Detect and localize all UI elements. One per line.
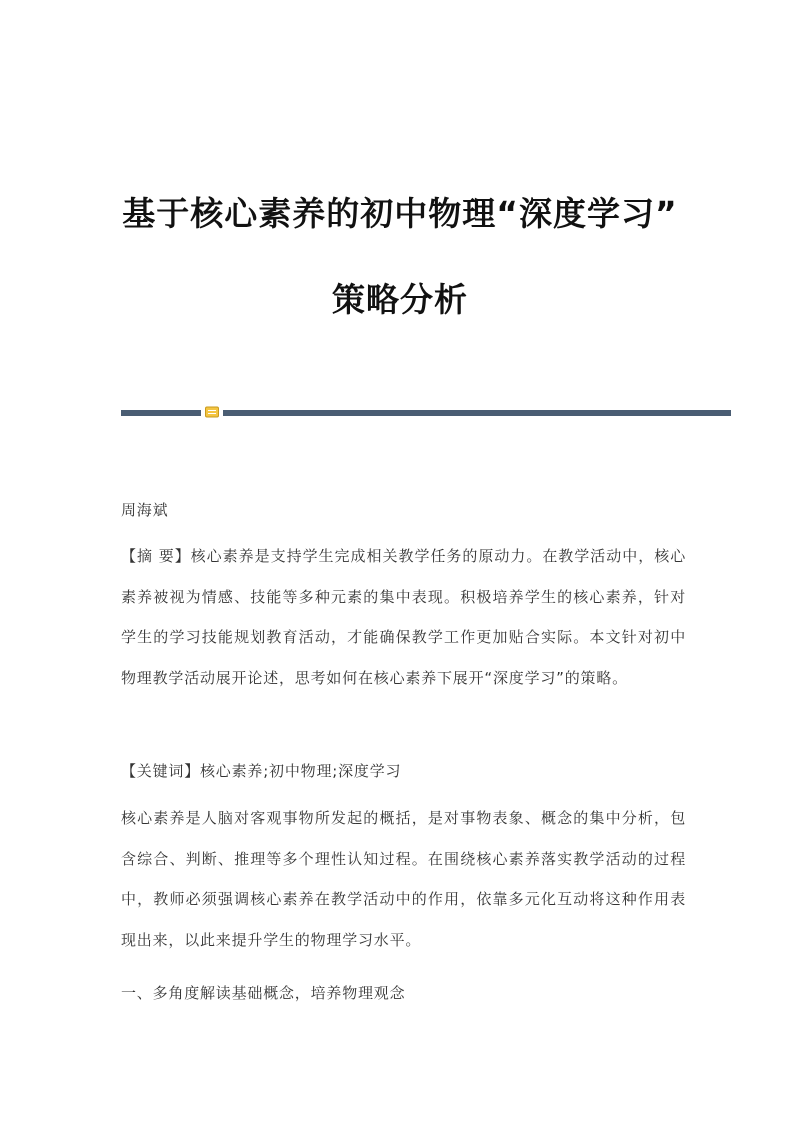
title-divider-right xyxy=(223,410,731,416)
body-paragraph: 核心素养是人脑对客观事物所发起的概括，是对事物表象、概念的集中分析，包含综合、判断、推理等多个理性认知过程。在围绕核心素养落实教学活动的过程中，教师必须强调核心素养在教学活动中的作用，依靠多元化互动将这种作用表现出来，以此来提升学生的物理学习水平。 xyxy=(121,809,686,949)
title-divider-left xyxy=(121,410,201,416)
abstract-paragraph: 【摘 要】核心素养是支持学生完成相关教学任务的原动力。在教学活动中，核心素养被视为情感、技能等多种元素的集中表现。积极培养学生的核心素养，针对学生的学习技能规划教育活动，才能确保教学工作更加贴合实际。本文针对初中物理教学活动展开论述，思考如何在核心素养下展开“深度学习”的策略。 xyxy=(121,547,686,687)
section-heading: 一、多角度解读基础概念，培养物理观念 xyxy=(121,984,406,1002)
document-title-line-1: 基于核心素养的初中物理“深度学习” xyxy=(122,194,678,233)
author-name: 周海斌 xyxy=(121,501,169,519)
document-title-line-2: 策略分析 xyxy=(332,280,468,319)
keywords-line: 【关键词】核心素养;初中物理;深度学习 xyxy=(121,762,402,780)
small-book-icon xyxy=(205,406,219,418)
